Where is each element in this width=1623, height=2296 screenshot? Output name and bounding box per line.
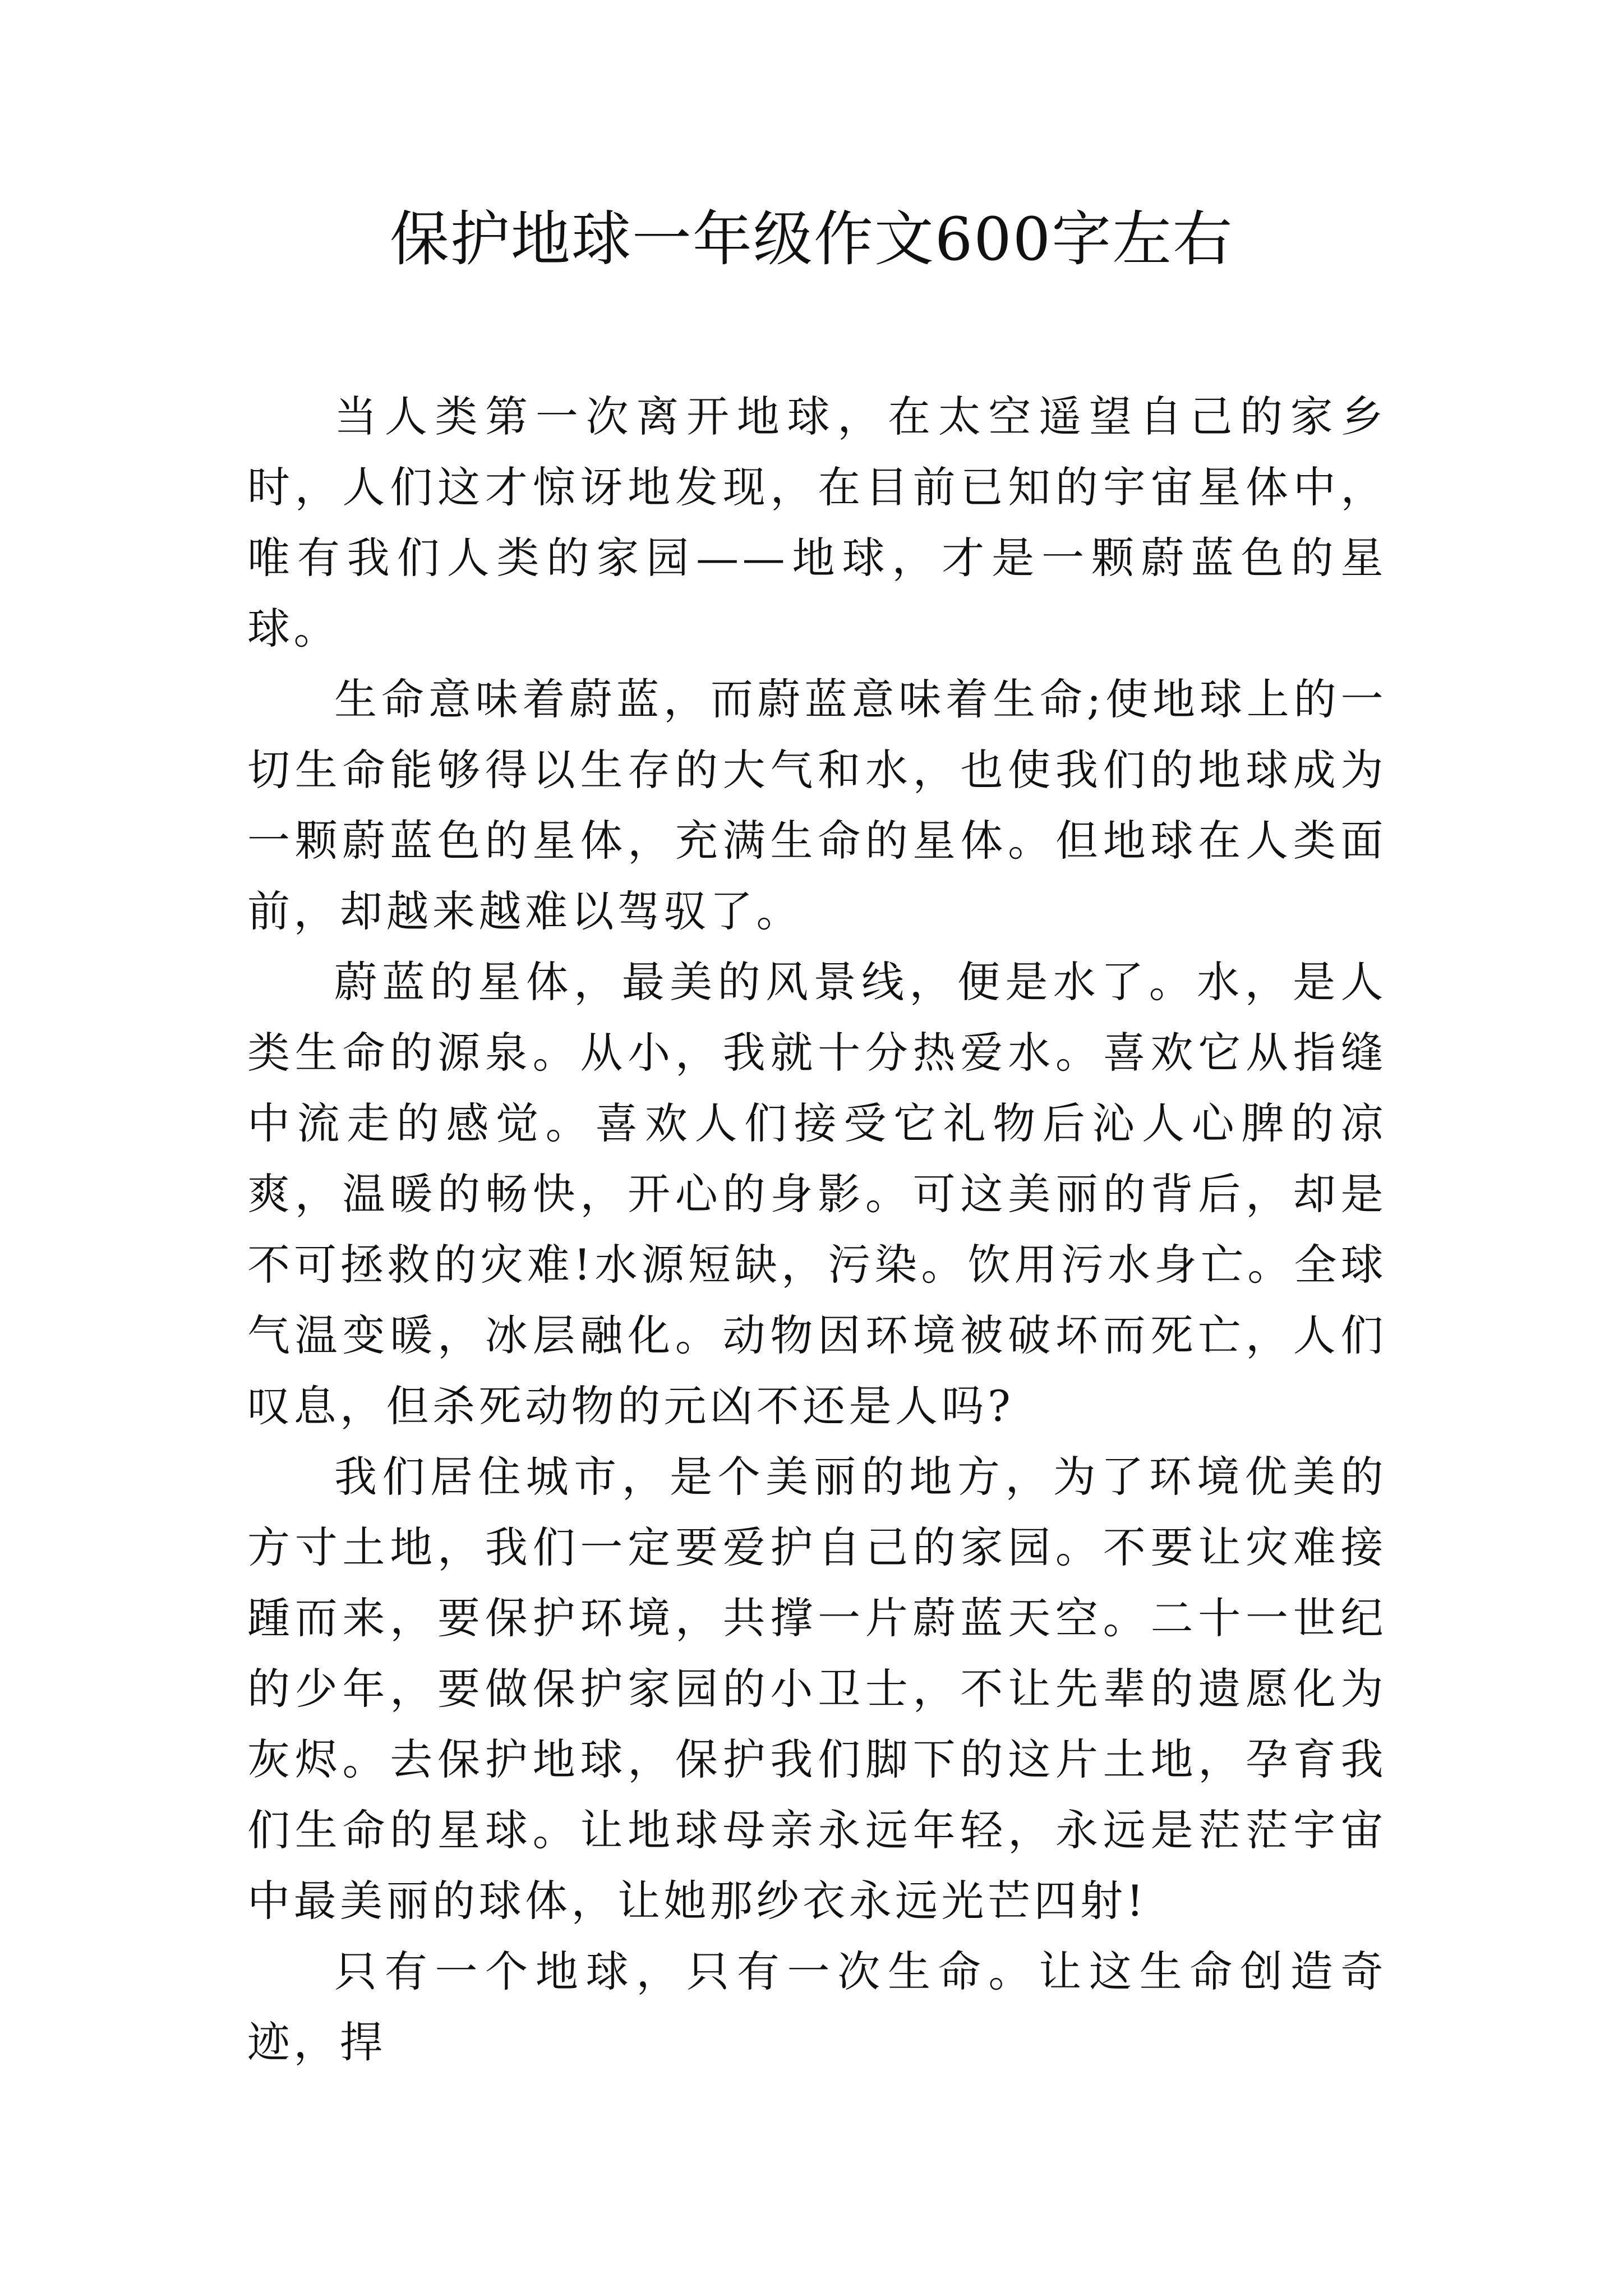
paragraph: 蔚蓝的星体，最美的风景线，便是水了。水，是人类生命的源泉。从小，我就十分热爱水。喜欢它从指缝中流走的感觉。喜欢人们接受它礼物后沁人心脾的凉爽，温暖的畅快，开心的身影。可这美丽的背后，却是不可拯救的灾难!水源短缺，污染。饮用污水身亡。全球气温变暖，冰层融化。动物因环境被破坏而死亡，人们叹息，但杀死动物的元凶不还是人吗? xyxy=(247,957,1387,1431)
paragraph: 只有一个地球，只有一次生命。让这生命创造奇迹，捍 xyxy=(247,1947,1387,2067)
document-title: 保护地球一年级作文600字左右 xyxy=(389,205,1234,274)
paragraph: 我们居住城市，是个美丽的地方，为了环境优美的方寸土地，我们一定要爱护自己的家园。不要让灾难接踵而来，要保护环境，共撑一片蔚蓝天空。二十一世纪的少年，要做保护家园的小卫士，不让先辈的遗愿化为灰烬。去保护地球，保护我们脚下的这片土地，孕育我们生命的星球。让地球母亲永远年轻，永远是茫茫宇宙中最美丽的球体，让她那纱衣永远光芒四射! xyxy=(247,1452,1387,1926)
document-body xyxy=(247,381,1387,2078)
paragraph: 生命意味着蔚蓝，而蔚蓝意味着生命;使地球上的一切生命能够得以生存的大气和水，也使我们的地球成为一颗蔚蓝色的星体，充满生命的星体。但地球在人类面前，却越来越难以驾驭了。 xyxy=(247,674,1387,936)
paragraph: 当人类第一次离开地球，在太空遥望自己的家乡时，人们这才惊讶地发现，在目前已知的宇宙星体中，唯有我们人类的家园——地球，才是一颗蔚蓝色的星球。 xyxy=(247,392,1387,654)
